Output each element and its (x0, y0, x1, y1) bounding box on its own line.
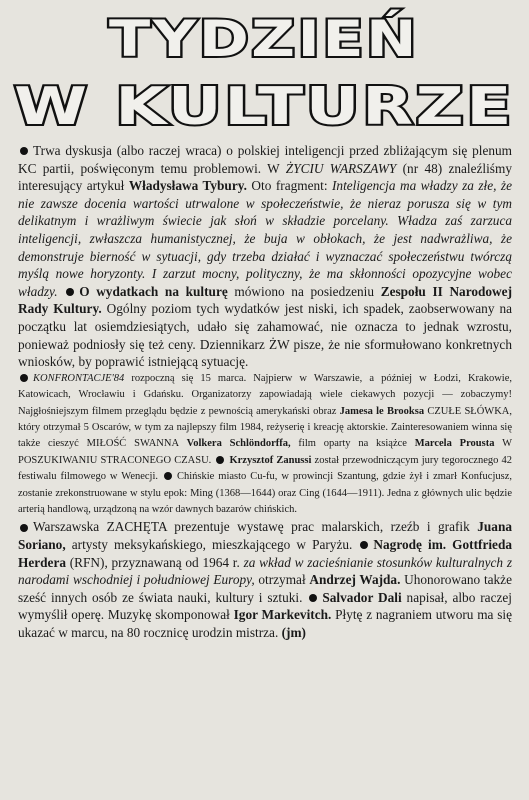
bullet-icon (309, 594, 317, 602)
author-name: Władysława Tybury. (128, 178, 247, 194)
bullet-icon (20, 524, 28, 532)
paragraph-intelligentsia: Trwa dyskusja (albo raczej wraca) o polskiej inteligencji przed zbliżającym się plenum KC partii, poświęconym temu problemowi. W ŻYCIU WARSZAWY (nr 48) znaleźliśmy interesujący artykuł Władysława Tybury. Oto fragment: Inteligencja ma władzy za złe, że nie zawsze docenia wartości utrwalone w społeczeństwie, że nieraz porusza się w tym delikatnym i wrażliwym świecie jak słoń w składzie porcelany. Władza zaś zarzuca inteligencji, zwłaszcza humanistycznej, że buja w obłokach, że jest nadwrażliwa, że demonstruje bierność w sytuacji, gdy trzeba działać i wyznaczać społeczeństwu twórczą myślą nowe horyzonty. I zarzut mocny, polityczny, że ma skłonności opozycyjne wobec władzy. O wydatkach na kulturę mówiono na posiedzeniu Zespołu II Narodowej Rady Kultury. Ogólny poziom tych wydatków jest niski, ich spadek, zaobserwowany na początku lat osiemdziesiątych, udało się zahamować, nie oznacza to jednak wzrostu, ponieważ podniosły się też ceny. Dziennikarz ŻW pisze, że nie sformułowano konkretnych wniosków, by poprawić istniejącą sytuację. (18, 143, 513, 370)
bullet-icon (20, 147, 28, 155)
bullet-icon (66, 288, 74, 296)
paragraph-art-news: Warszawska ZACHĘTA prezentuje wystawę prac malarskich, rzeźb i grafik Juana Soriano, artysty meksykańskiego, mieszkającego w Paryżu. Nagrodę im. Gottfrieda Herdera (RFN), przyznawaną od 1964 r. za wkład w zacieśnianie stosunków kulturalnych z narodami wschodniej i południowej Europy, otrzymał Andrzej Wajda. Uhonorowano także sześć innych osób ze świata nauki, kultury i sztuki. Salvador Dali napisał, albo raczej wymyślił operę. Muzykę skomponował Igor Markevitch. Płytę z nagraniem utworu ma się ukazać w marcu, na 80 rocznicę urodzin mistrza. (jm) (18, 519, 513, 640)
bullet-icon (20, 374, 28, 382)
masthead-line-1: TYDZIEŃ (109, 10, 366, 68)
newspaper-title: ŻYCIU WARSZAWY (285, 160, 397, 176)
masthead (0, 0, 529, 130)
masthead-lettering (0, 0, 529, 130)
author-initials: (jm) (281, 624, 306, 640)
paragraph-film-news: KONFRONTACJE'84 rozpoczną się 15 marca. Najpierw w Warszawie, a później w Łodzi, Krakowie, Katowicach, Wrocławiu i Gdańsku. Organizatorzy zapowiadają wiele ciekawych pozycji — zobaczymy! Najgłośniejszym filmem przeglądu będzie z pewnością amerykański obraz Jamesa le Brooksa CZUŁE SŁÓWKA, który otrzymał 5 Oscarów, w tym za najlepszy film 1984, reżyserię i kreację aktorskie. Zainteresowaniem winna się także cieszyć MIŁOŚĆ SWANNA Volkera Schlöndorffa, film oparty na książce Marcela Prousta W POSZUKIWANIU STRACONEGO CZASU. Krzysztof Zanussi został przewodniczącym jury tegorocznego 42 festiwalu filmowego w Wenecji. Chińskie miasto Cu-fu, w prowincji Szantung, gdzie żył i zmarł Konfucjusz, zostanie zrekonstruowane w stylu epok: Ming (1368—1644) oraz Cing (1644—1911). Jedna z głównych ulic będzie arterią handlową, urządzoną na wzór dawnych bazarów chińskich. (18, 372, 513, 515)
quotation: Inteligencja ma władzy za złe, że nie zawsze docenia wartości utrwalone w społeczeństwie, że nieraz porusza się w tym delikatnym i wrażliwym świecie jak słoń w składzie porcelany. Władza zaś zarzuca inteligencji, zwłaszcza humanistycznej, że buja w obłokach, że jest nadwrażliwa, że demonstruje bierność w sytuacji, gdy trzeba działać i wyznaczać społeczeństwu twórczą myślą nowe horyzonty. I zarzut mocny, polityczny, że ma skłonności opozycyjne wobec władzy. (18, 178, 512, 299)
bullet-icon (164, 472, 172, 480)
bullet-icon (360, 541, 368, 549)
article-body (18, 142, 512, 642)
masthead-line-2: W KULTURZE (14, 77, 514, 130)
bullet-icon (216, 456, 224, 464)
